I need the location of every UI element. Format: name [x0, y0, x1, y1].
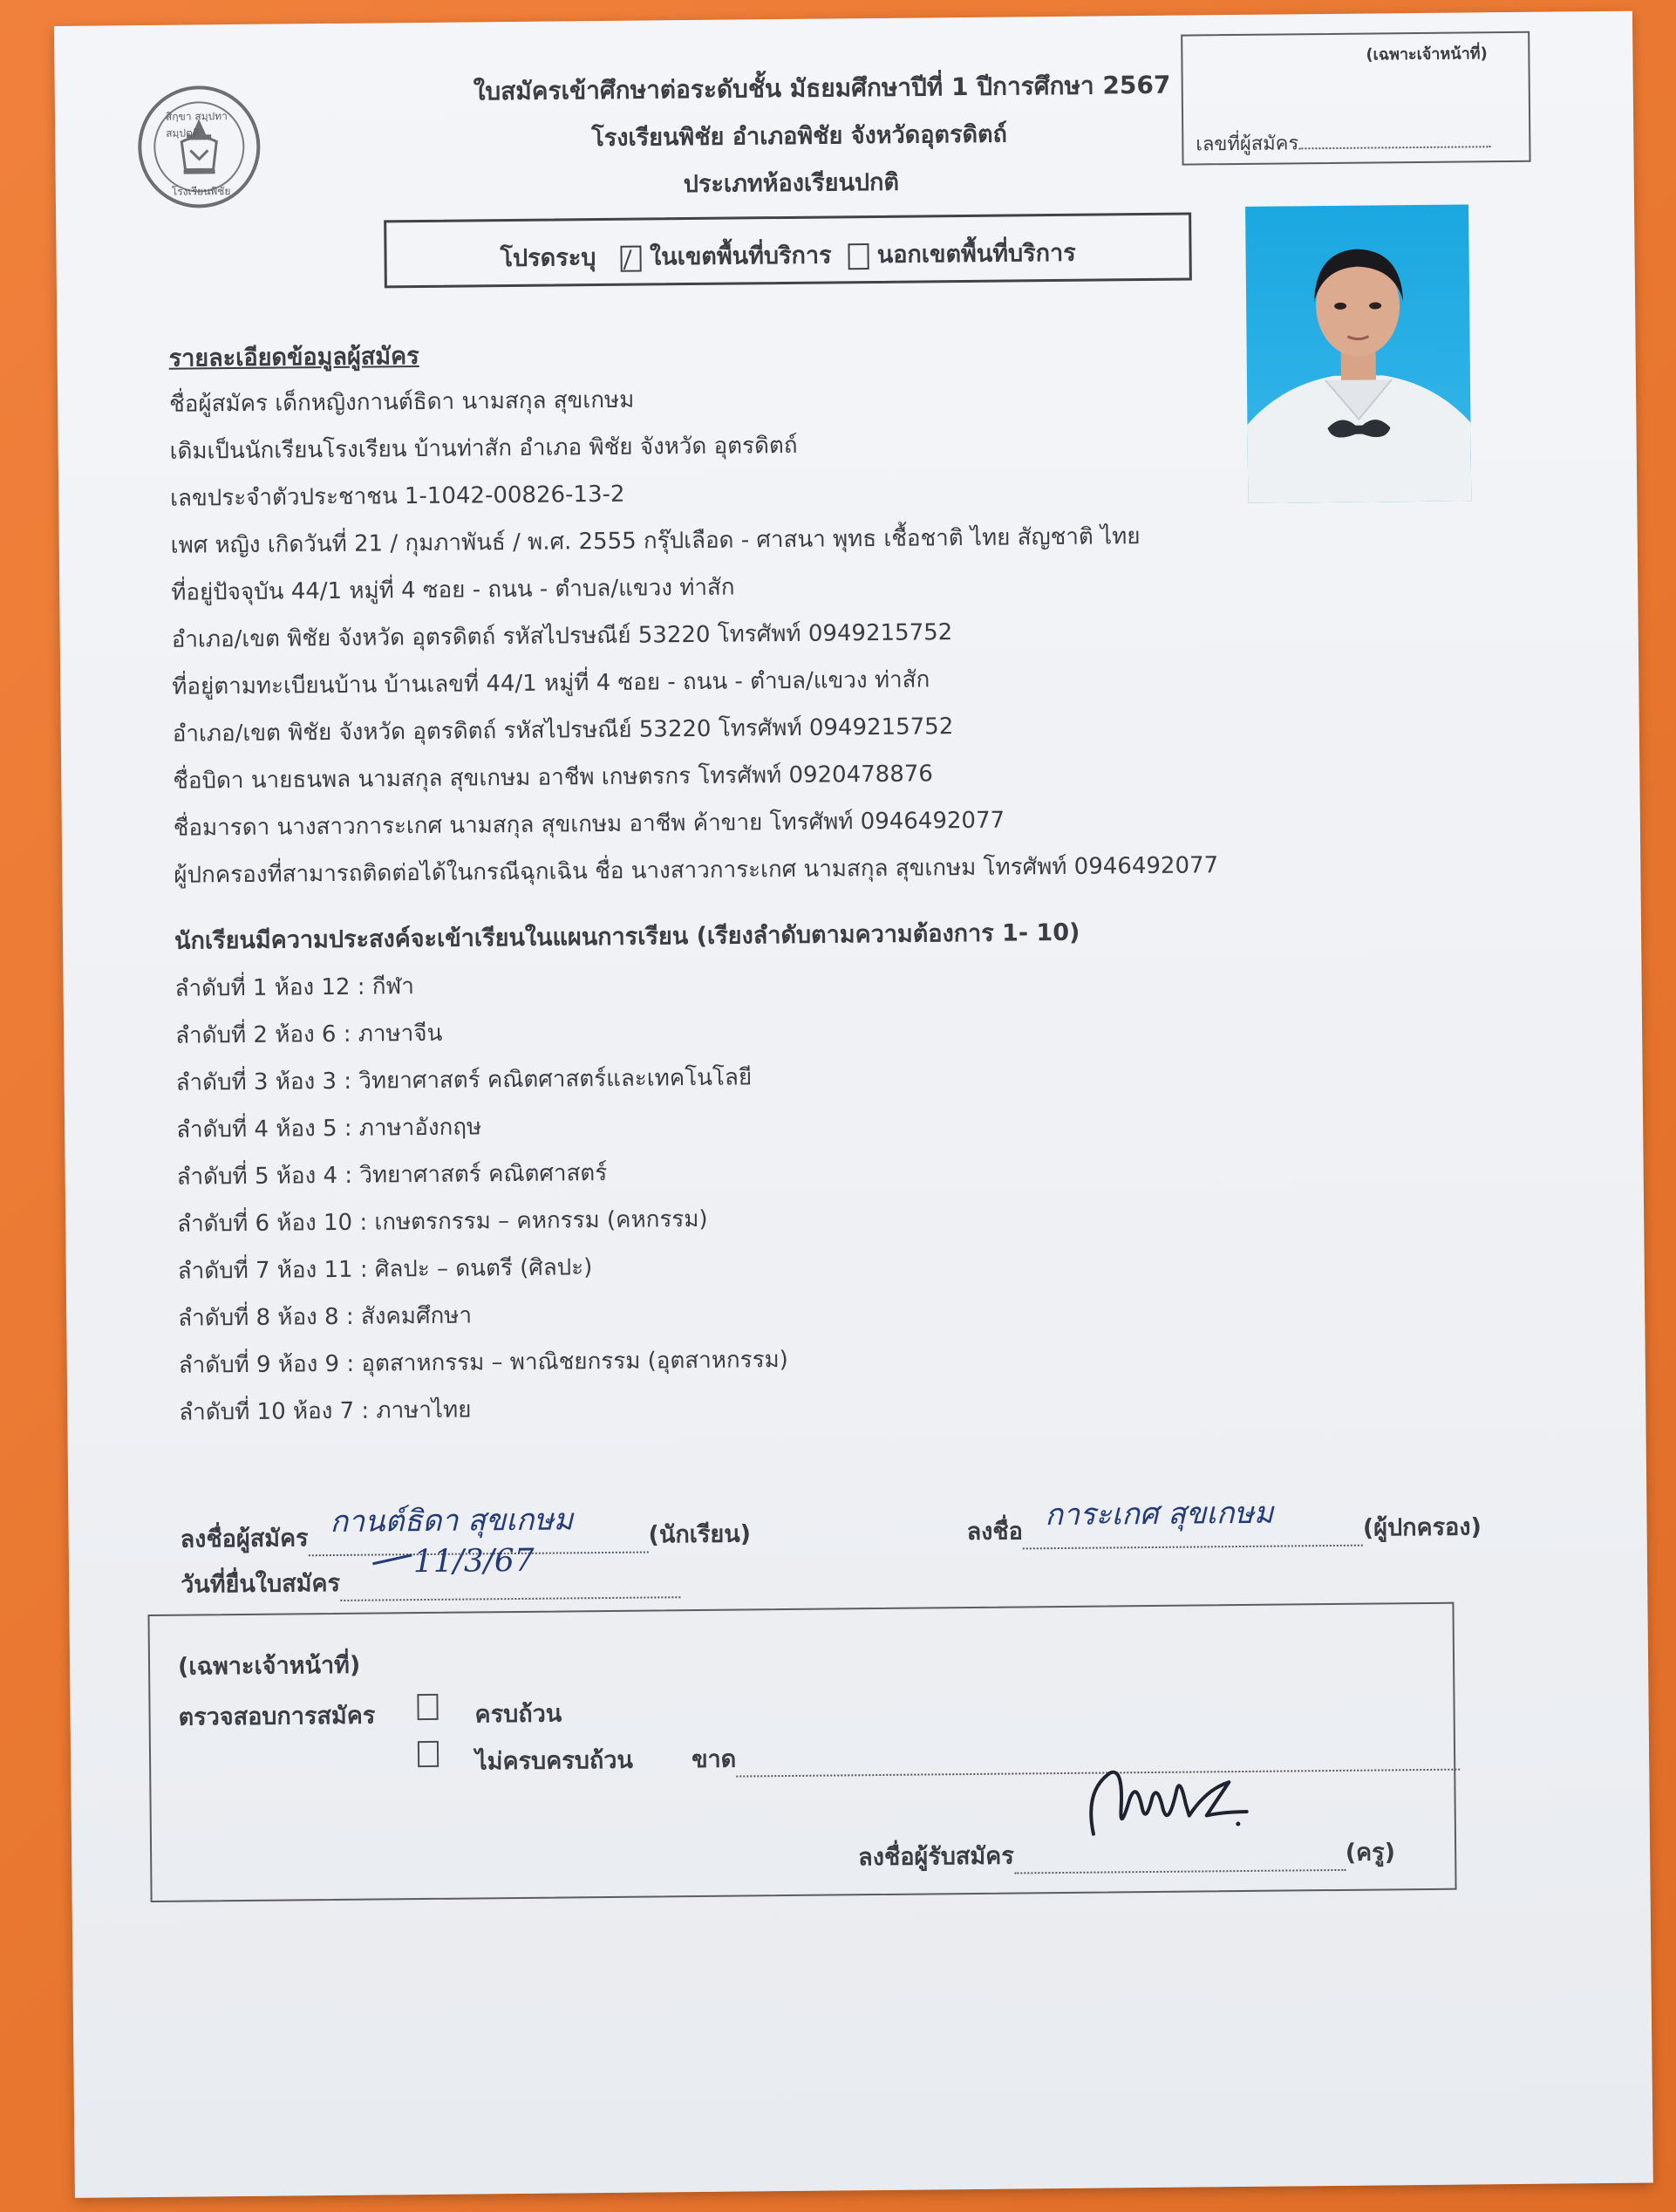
applicant-handwritten-signature: กานต์ธิดา สุขเกษม	[330, 1502, 574, 1540]
out-area-checkbox[interactable]	[848, 243, 869, 270]
form-title: ใบสมัครเข้าศึกษาต่อระดับชั้น มัธยมศึกษาปีที่ 1 ปีการศึกษา 2567	[473, 70, 1171, 106]
complete-checkbox[interactable]	[417, 1694, 438, 1720]
application-form-paper	[54, 11, 1653, 2198]
study-choice-5: ลำดับที่ 5 ห้อง 4 : วิทยาศาสตร์ คณิตศาสตร์	[176, 1159, 608, 1191]
in-area-checkbox[interactable]	[620, 245, 641, 271]
verification-title: (เฉพาะเจ้าหน้าที่)	[177, 1651, 361, 1681]
applicant-row-id: เลขประจำตัวประชาชน 1-1042-00826-13-2	[170, 481, 625, 512]
applicant-row-name: ชื่อผู้สมัคร เด็กหญิงกานต์ธิดา นามสกุล สุขเกษม	[169, 386, 635, 418]
applicant-signature-label: ลงชื่อผู้สมัคร	[180, 1525, 309, 1553]
applicant-photo	[1245, 204, 1471, 502]
in-area-label: ในเขตพื้นที่บริการ	[649, 242, 832, 271]
study-choice-8: ลำดับที่ 8 ห้อง 8 : สังคมศึกษา	[178, 1302, 473, 1332]
applicant-row-school: เดิมเป็นนักเรียนโรงเรียน บ้านท่าสัก อำเภอ พิชัย จังหวัด อุตรดิตถ์	[169, 432, 798, 465]
applicant-row-registered-district: อำเภอ/เขต พิชัย จังหวัด อุตรดิตถ์ รหัสไปรษณีย์ 53220 โทรศัพท์ 0949215752	[172, 713, 954, 748]
verification-check-label: ตรวจสอบการสมัคร	[178, 1702, 376, 1731]
receiver-signature-label: ลงชื่อผู้รับสมัคร	[858, 1842, 1014, 1872]
office-use-title: (เฉพาะเจ้าหน้าที่)	[1366, 44, 1488, 65]
applicant-row-guardian: ผู้ปกครองที่สามารถติดต่อได้ในกรณีฉุกเฉิน ชื่อ นางสาวการะเกศ นามสกุล สุขเกษม โทรศัพท์ 0946492077	[174, 852, 1219, 889]
receiver-signature-scribble	[1075, 1754, 1259, 1852]
study-choice-1: ลำดับที่ 1 ห้อง 12 : กีฬา	[174, 973, 415, 1002]
guardian-signature-label: ลงชื่อ	[966, 1518, 1024, 1546]
study-choice-6: ลำดับที่ 6 ห้อง 10 : เกษตรกรรม – คหกรรม (คหกรรม)	[177, 1205, 708, 1238]
guardian-handwritten-signature: การะเกศ สุขเกษม	[1045, 1495, 1274, 1533]
complete-label: ครบถ้วน	[474, 1700, 562, 1729]
study-choice-7: ลำดับที่ 7 ห้อง 11 : ศิลปะ – ดนตรี (ศิลปะ)	[177, 1254, 593, 1285]
school-name: โรงเรียนพิชัย อำเภอพิชัย จังหวัดอุตรดิตถ์	[591, 120, 1008, 153]
applicant-row-current-district: อำเภอ/เขต พิชัย จังหวัด อุตรดิตถ์ รหัสไปรษณีย์ 53220 โทรศัพท์ 0949215752	[171, 619, 953, 653]
school-seal-logo	[138, 85, 261, 208]
applicant-row-personal: เพศ หญิง เกิดวันที่ 21 / กุมภาพันธ์ / พ.ศ. 2555 กรุ๊ปเลือด - ศาสนา พุทธ เชื้อชาติ ไทย สัญชาติ ไทย	[170, 523, 1141, 559]
service-area-label: โปรดระบุ	[500, 244, 596, 273]
applicant-row-registered-address: ที่อยู่ตามทะเบียนบ้าน บ้านเลขที่ 44/1 หมู่ที่ 4 ซอย - ถนน - ตำบล/แขวง ท่าสัก	[172, 666, 930, 700]
study-plan-title: นักเรียนมีความประสงค์จะเข้าเรียนในแผนการเรียน (เรียงลำดับตามความต้องการ 1- 10)	[174, 918, 1080, 955]
service-area-box	[384, 212, 1192, 288]
incomplete-checkbox[interactable]	[418, 1741, 439, 1767]
guardian-role-label: (ผู้ปกครอง)	[1362, 1513, 1482, 1542]
incomplete-label: ไม่ครบครบถ้วน	[474, 1746, 634, 1776]
applicant-number-label: เลขที่ผู้สมัคร	[1196, 133, 1299, 156]
application-date-label: วันที่ยื่นใบสมัคร	[181, 1569, 341, 1599]
seal-text-bottom: โรงเรียนพิชัย	[171, 185, 231, 198]
applicant-number-field[interactable]	[1196, 126, 1490, 159]
applicant-row-father: ชื่อบิดา นายธนพล นามสกุล สุขเกษม อาชีพ เกษตรกร โทรศัพท์ 0920478876	[173, 761, 934, 795]
missing-label: ขาด	[691, 1745, 737, 1774]
office-use-box	[1181, 31, 1530, 166]
out-area-label: นอกเขตพื้นที่บริการ	[876, 239, 1076, 269]
student-portrait-image	[1245, 204, 1471, 502]
applicant-role-label: (นักเรียน)	[648, 1520, 752, 1549]
study-choice-2: ลำดับที่ 2 ห้อง 6 : ภาษาจีน	[174, 1020, 443, 1049]
receiver-role-label: (ครู)	[1345, 1839, 1396, 1867]
study-choice-9: ลำดับที่ 9 ห้อง 9 : อุตสาหกรรม – พาณิชยกรรม (อุตสาหกรรม)	[178, 1346, 789, 1379]
study-choice-10: ลำดับที่ 10 ห้อง 7 : ภาษาไทย	[179, 1396, 472, 1426]
study-choice-4: ลำดับที่ 4 ห้อง 5 : ภาษาอังกฤษ	[176, 1114, 482, 1144]
office-verification-box	[147, 1602, 1456, 1902]
classroom-type: ประเภทห้องเรียนปกติ	[683, 168, 900, 199]
seal-text-top: สิกฺขา สมฺปทา สมฺปตฺติ	[165, 110, 228, 140]
study-choice-3: ลำดับที่ 3 ห้อง 3 : วิทยาศาสตร์ คณิตศาสตร์และเทคโนโลยี	[175, 1064, 753, 1096]
application-date-handwritten: 11/3/67	[412, 1542, 535, 1580]
applicant-section-title: รายละเอียดข้อมูลผู้สมัคร	[168, 342, 419, 372]
applicant-row-current-address: ที่อยู่ปัจจุบัน 44/1 หมู่ที่ 4 ซอย - ถนน - ตำบล/แขวง ท่าสัก	[171, 574, 735, 606]
applicant-row-mother: ชื่อมารดา นางสาวการะเกศ นามสกุล สุขเกษม อาชีพ ค้าขาย โทรศัพท์ 0946492077	[173, 807, 1005, 842]
